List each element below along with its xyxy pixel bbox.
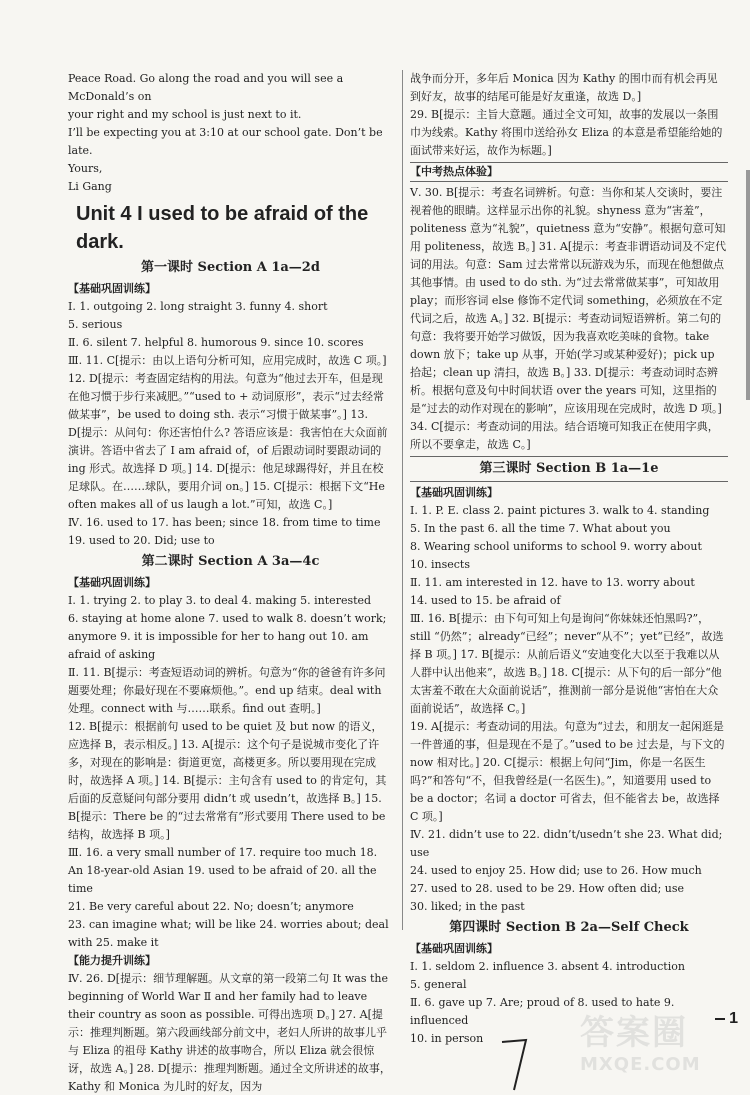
answer-line: 27. used to 28. used to be 29. How often did; use — [410, 882, 685, 895]
page-edge-mark — [746, 170, 750, 400]
answer-line: 5. general — [410, 978, 467, 991]
basic-training-heading: 【基础巩固训练】 — [410, 486, 498, 499]
continued-answers — [410, 70, 728, 160]
answer-line: 23. can imagine what; will be like 24. worries about; deal with 25. make it — [68, 918, 389, 949]
answer-line: 19. used to 20. Did; use to — [68, 534, 215, 547]
watermark-url: MXQE.COM — [580, 1054, 701, 1075]
answer-line: 24. used to enjoy 25. How did; use to 26. How much — [410, 864, 702, 877]
letter-line: I’ll be expecting you at 3:10 at our school gate. Don’t be late. — [68, 126, 383, 157]
unit-title: Unit 4 I used to be afraid of the dark. — [76, 203, 369, 253]
answer-line: Ⅰ. 1. P. E. class 2. paint pictures 3. walk to 4. standing — [410, 504, 710, 517]
answer-line: Ⅳ. 26. D[提示：细节理解题。从文章的第一段第二句 It was the beginning of World War Ⅱ and her family had to leave their country as soon as possible. 可得出选项 D。] 27. A[提示：推理判断题。第六段画线部分前文中，老妇人所讲的故事儿乎与 Eliza 的祖母 Kathy 讲述的故事吻合，所以 Eliza 就会很惊讶，故选 A。] 28. D[提示：推理判断题。通过全文所讲述的故事，Kathy 和 Monica 为儿时的好友，因为 — [68, 972, 391, 1093]
answer-line: Ⅱ. 6. silent 7. helpful 8. humorous 9. since 10. scores — [68, 336, 364, 349]
answer-line: Ⅱ. 6. gave up 7. Are; proud of 8. used to hate 9. influenced — [410, 996, 675, 1027]
answer-line: 29. B[提示：主旨大意题。通过全文可知，故事的发展以一条围巾为线索。Kathy 将围巾送给孙女 Eliza 的本意是希望能给她的面试带来好运，故作为标题。] — [410, 108, 723, 157]
answer-line: 14. used to 15. be afraid of — [410, 594, 561, 607]
answer-line: Ⅲ. 16. a very small number of 17. require too much 18. An 18-year-old Asian 19. used to be afraid of 20. all the time — [68, 846, 378, 895]
right-column — [410, 70, 728, 1048]
exam-hotspot-answers — [410, 184, 728, 454]
lesson-3-answers — [410, 502, 728, 916]
left-column — [68, 70, 393, 1096]
basic-training-heading: 【基础巩固训练】 — [68, 576, 156, 589]
lesson-4-title: 第四课时 Section B 2a—Self Check — [449, 920, 689, 935]
answer-line: 战争而分开，多年后 Monica 因为 Kathy 的围巾而有机会再见到好友，故事的结尾可能是好友重逢，故选 D。] — [410, 72, 718, 103]
answer-line: Ⅰ. 1. trying 2. to play 3. to deal 4. making 5. interested — [68, 594, 372, 607]
ability-training-heading: 【能力提升训练】 — [68, 954, 156, 967]
answer-line: 8. Wearing school uniforms to school 9. worry about — [410, 540, 702, 553]
letter-line: Yours, — [68, 162, 103, 175]
answer-line: 12. B[提示：根据前句 used to be quiet 及 but now 的语义，应选择 B，表示相反。] 13. A[提示：这个句子是说城市变化了许多，对现在的影响是：街道更宽，高楼更多。所以要用现在完成时，故选择 A 项。] 14. B[提示：主句含有 used to 的肯定句，其后面的反意疑问句部分要用 didn’t 或 usedn’t，故选择 B。] 15. B[提示：There be 的“过去常常有”形式要用 There used to be 结构，故选择 B 项。] — [68, 720, 387, 841]
watermark-logo — [580, 1005, 740, 1090]
letter-line: Li Gang — [68, 180, 112, 193]
pen-mark-icon — [500, 1038, 530, 1093]
basic-training-heading: 【基础巩固训练】 — [68, 282, 156, 295]
answer-line: Ⅲ. 16. B[提示：由下句可知上句是询问“你妹妹还怕黑吗?”，still “仍然”；already“已经”；never“从不”；yet“已经”，故选择 B 项。] 17. B[提示：从前后语义“安迪变化大以至于我难以从人群中认出他来”，故选 B。] 18. C[提示：从下句的后一部分“他太害羞不敢在大众面前说话”，推测前一部分是说他“害怕在大众面前说话”，故选择 C。] — [410, 612, 724, 715]
answer-line: 5. In the past 6. all the time 7. What about you — [410, 522, 671, 535]
lesson-1-answers — [68, 298, 393, 550]
lesson-1-title: 第一课时 Section A 1a—2d — [141, 260, 320, 275]
column-divider — [402, 70, 403, 930]
answer-line: 10. in person — [410, 1032, 484, 1045]
exam-hotspot-heading: 【中考热点体验】 — [410, 162, 728, 182]
lesson-3-title: 第三课时 Section B 1a—1e — [410, 456, 728, 482]
page-number: 1 — [715, 1010, 738, 1028]
answer-line: Ⅱ. 11. am interested in 12. have to 13. worry about — [410, 576, 695, 589]
answer-line: Ⅲ. 11. C[提示：由以上语句分析可知，应用完成时，故选 C 项。] — [68, 354, 387, 367]
letter-line: your right and my school is just next to it. — [68, 108, 302, 121]
answer-line: 5. serious — [68, 318, 123, 331]
answer-line: Ⅰ. 1. seldom 2. influence 3. absent 4. introduction — [410, 960, 685, 973]
answer-line: 19. A[提示：考查动词的用法。句意为“过去，和朋友一起闲逛是一件普通的事，但是现在不是了。”used to be 过去是，与下文的 now 相对比。] 20. C[提示：根据上句问“Jim，你是一名医生吗?”和答句“不，但我曾经是(一名医生)。”，知道要用 used to be a doctor；名词 a doctor 可省去，但不能省去 be，故选择 C 项。] — [410, 720, 725, 823]
lesson-2-title: 第二课时 Section A 3a—4c — [141, 554, 320, 569]
answer-line: 21. Be very careful about 22. No; doesn’t; anymore — [68, 900, 354, 913]
letter-closing — [68, 70, 393, 196]
watermark-text: 答案圈 — [580, 1013, 688, 1053]
answer-line: 30. liked; in the past — [410, 900, 525, 913]
ability-answers — [68, 970, 393, 1096]
answer-line: 10. insects — [410, 558, 470, 571]
answer-line: Ⅱ. 11. B[提示：考查短语动词的辨析。句意为“你的爸爸有许多问题要处理；你最好现在不要麻烦他。”。end up 结束。deal with 处理。connect with 与……联系。find out 查明。] — [68, 666, 386, 715]
answer-line: 6. staying at home alone 7. used to walk 8. doesn’t work; anymore 9. it is impossible for her to hang out 10. am afraid of asking — [68, 612, 387, 661]
answer-line: 12. D[提示：考查固定结构的用法。句意为“他过去开车，但是现在他习惯于步行来减肥。”“used to + 动词原形”，表示“过去经常做某事”，be used to doing sth. 表示“习惯于做某事”。] 13. D[提示：从问句：你还害怕什么? 答语应该是：我害怕在大众面前演讲。答语中省去了 I am afraid of，of 后跟动词时要跟动词的 ing 形式。故选择 D 项。] 14. D[提示：他足球踢得好，并且在校足球队。在……球队，要用介词 on。] 15. C[提示：根据下文“He often makes all of us laugh a lot.”可知，故选 C。] — [68, 372, 388, 511]
answer-line: Ⅰ. 1. outgoing 2. long straight 3. funny 4. short — [68, 300, 328, 313]
lesson-2-answers — [68, 592, 393, 952]
answer-line: Ⅳ. 21. didn’t use to 22. didn’t/usedn’t she 23. What did; use — [410, 828, 723, 859]
basic-training-heading: 【基础巩固训练】 — [410, 942, 498, 955]
answer-line: Ⅳ. 16. used to 17. has been; since 18. from time to time — [68, 516, 381, 529]
answer-line: Ⅴ. 30. B[提示：考查名词辨析。句意：当你和某人交谈时，要注视着他的眼睛。这样显示出你的礼貌。shyness 意为“害羞”，politeness 意为“礼貌”，quietness 意为“安静”。根据句意可知用 politeness，故选 B。] 31. A[提示：考查非谓语动词及不定代词的用法。句意：Sam 过去常常以玩游戏为乐，而现在他想做点其他事情。由 used to do sth. 为“过去常常做某事”，可知故用 play；而形容词 else 修饰不定代词 something，必须放在不定代词之后，故选 A。] 32. B[提示：考查动词短语辨析。第二句的句意：我将要开始学习做饭，因为我喜欢吃美味的食物。take down 放下；take up 从事，开始(学习或某种爱好)；pick up 拾起；clean up 清扫，故选 B。] 33. D[提示：考查动词时态辨析。根据句意及句中时间状语 over the years 可知，这里指的是“过去的动作对现在的影响”，应该用现在完成时，故选 D 项。] 34. C[提示：考查动词的用法。结合语境可知我正在使用字典，所以不要拿走，故选 C。] — [410, 186, 727, 451]
letter-line: Peace Road. Go along the road and you will see a McDonald’s on — [68, 72, 344, 103]
